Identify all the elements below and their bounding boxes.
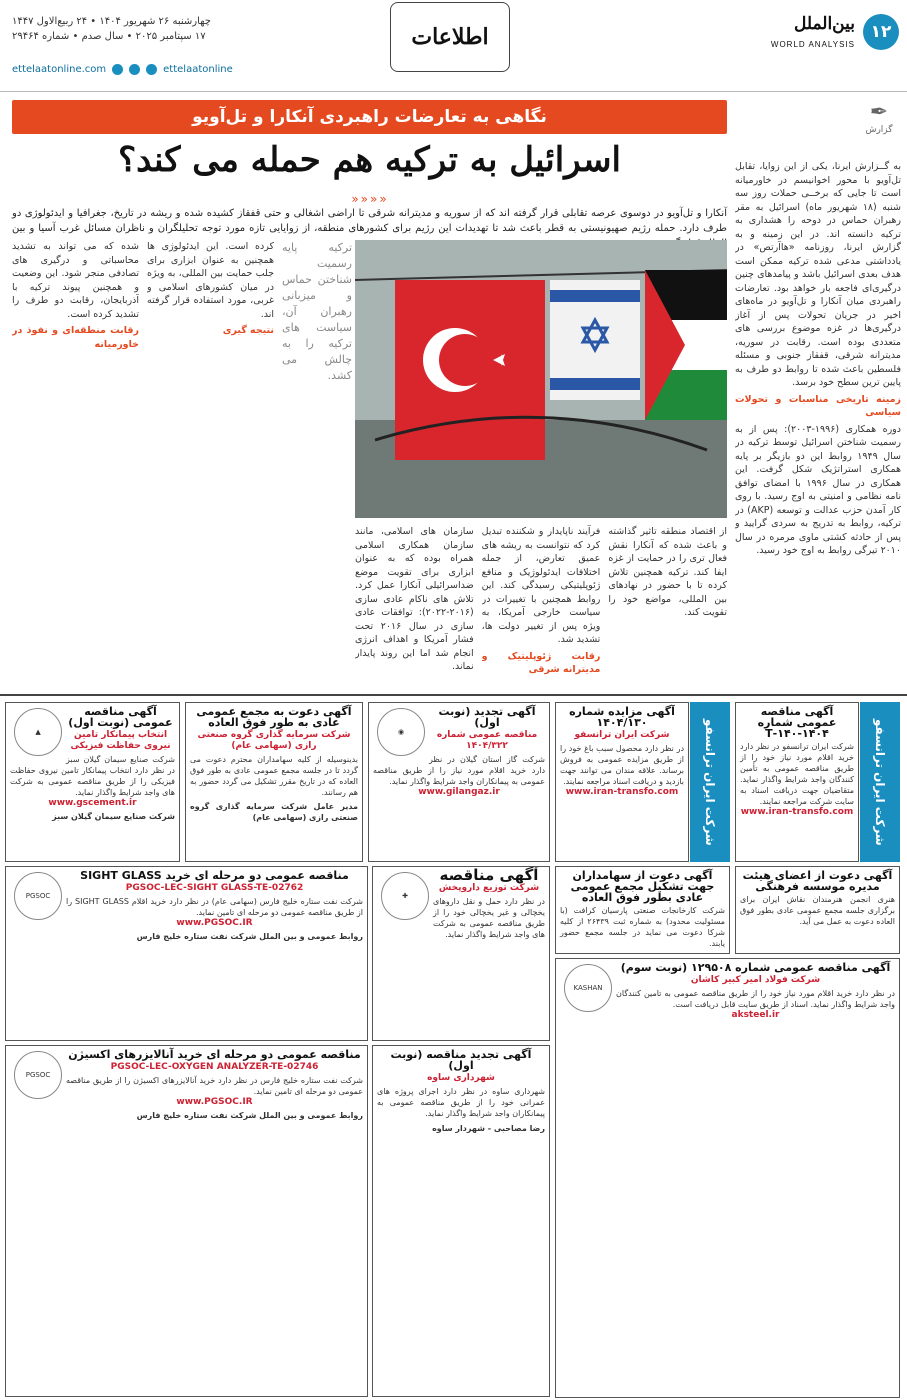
ad-site[interactable]: www.PGSOC.IR <box>176 1097 253 1107</box>
ad-site[interactable]: www.iran-transfo.com <box>740 807 854 817</box>
ad-body: در نظر دارد محصول سبب باغ خود را از طریق مزایده عمومی به فروش برساند. علاقه مندان می توانند جهت بازدید و دریافت اسناد مراجعه نمایند. <box>560 744 684 786</box>
ad-artists-assembly <box>735 866 900 954</box>
ad-saveh-tender <box>372 1045 550 1397</box>
article-columns-under-photo <box>355 525 727 690</box>
col4-paragraph: شده که می تواند به تشدید محاسباتی و درگیری های تصادفی منجر شود. این وضعیت و همچنین پیوند ترکیه با آذربایجان، رقابت دو طرف را تشدید کرده است. <box>12 241 139 320</box>
ad-body: شرکت صنایع سیمان گیلان سبز در نظر دارد انتخاب پیمانکار تامین نیروی حفاظت فیزیکی را از طریق مناقصه عمومی به شرکت های واجد شرایط واگذار نماید. <box>10 755 175 797</box>
pgsoc-logo-2: PGSOC <box>14 1051 62 1099</box>
article-photo <box>355 240 727 518</box>
cement-logo: ▲ <box>14 708 62 756</box>
ad-signature: رضا مصاحبی - شهردار ساوه <box>432 1124 545 1133</box>
ad-kashan-steel-tender <box>555 958 900 1398</box>
telegram-icon[interactable] <box>129 64 140 75</box>
article-kicker: نگاهی به تعارضات راهبردی آنکارا و تل‌آویو <box>12 100 727 134</box>
ad-body: شرکت کارخانجات صنعتی پارسیان کرافت (با مسئولیت محدود) به شماره ثبت ۲۶۴۳۹ از کلیه شرکا دعوت می نماید در جلسه مجمع حضور یابند. <box>560 906 725 948</box>
article-column-1: سازمان های اسلامی، مانند سازمان همکاری اسلامی همراه بوده که به عنوان ابزاری برای تقویت موضع ضداسرائیلی آنکارا عمل کرد. تلاش های ناکام عادی سازی (۲۰۱۶-۲۰۲۲): توافقات عادی سازی در سال ۲۰۱۶ تحت فشار آمریکا و اهداف انرژی انجام شد اما این روند پایدار نماند. <box>354 526 474 672</box>
ad-parsian-assembly <box>555 866 730 954</box>
col2-subhead: رقابت ژئوپلیتیک و مدیترانه شرقی <box>481 650 601 675</box>
ad-site[interactable]: www.iran-transfo.com <box>565 787 679 797</box>
kashan-steel-logo: KASHAN <box>564 964 612 1012</box>
pull-quote: ترکیه پایه رسمیت شناختن حماس و میزبانی رهبران آن، سیاست های ترکیه را به چالش می کشد. <box>282 241 352 382</box>
ad-subtitle: شرکت ایران ترانسفو <box>574 730 670 740</box>
ads-section <box>0 700 907 1400</box>
side-subhead: زمینه تاریخی مناسبات و تحولات سیاسی <box>735 393 901 418</box>
section-title: بین‌الملل <box>793 14 855 34</box>
ad-tender-iran-transfo <box>735 702 859 862</box>
ad-signature: مدیر عامل شرکت سرمایه گذاری گروه صنعتی رازی (سهامی عام) <box>190 802 358 822</box>
ad-title: آگهی دعوت از سهامداران جهت تشکیل مجمع عمومی عادی بطور فوق العاده <box>570 869 715 904</box>
article-lead: آنکارا و تل‌آویو در دوسوی عرصه تقابلی قرار گرفته اند که از سوریه و مدیترانه شرقی تا اراضی اشغالی و حتی قفقاز کشیده شده و ریشه در تاریخ، جغرافیا و ایدئولوژی دو طرف دارد. حمله رژیم صهیونیستی به قطر باعث شد تا تهدیدات این رژیم برای کشورهای منطقه، از زوایایی تازه مورد توجه تحلیلگران و ناظران مسائل غرب آسیا و بین <box>12 208 727 234</box>
ad-body: هنری انجمن هنرمندان نقاش ایران برای برگزاری جلسه مجمع عمومی عادی بطور فوق العاده دعوت به عمل می آید. <box>740 895 895 926</box>
page-header <box>0 0 907 92</box>
flags-photo <box>355 240 727 518</box>
article-headline: اسرائیل به ترکیه هم حمله می کند؟ <box>118 140 621 180</box>
col5-subhead: نتیجه گیری <box>222 325 274 336</box>
article-column-3: از اقتصاد منطقه تاثیر گذاشته و باعث شده که آنکارا نقش فعال تری را در حمایت از غزه ایفا کند. ترکیه همچنین تلاش کرده تا با حضور در نهادهای بین المللی، مواضع خود را تقویت کند. <box>608 526 727 618</box>
ad-title: آگهی تجدید مناقصه (نوبت اول) <box>390 1048 532 1072</box>
article-column-4 <box>12 240 139 690</box>
col5-paragraph: کرده است. این ایدئولوژی ها همچنین به عنوان ابزاری برای جلب حمایت بین المللی، به ویژه در میان کشورهای اسلامی و غربی، مورد استفاده قرار گرفته اند. <box>147 241 274 320</box>
article-column-5 <box>147 240 274 690</box>
ad-title: آگهی دعوت به مجمع عمومی عادی به طور فوق العاده <box>196 705 352 729</box>
ad-title: آگهی دعوت از اعضای هیئت مدیره موسسه فرهنگی <box>742 869 893 893</box>
ad-subtitle: شرکت فولاد امیر کبیر کاشان <box>690 975 821 985</box>
side-paragraph-2: دوره همکاری (۱۹۹۶-۲۰۰۳): پس از به رسمیت شناختن اسرائیل توسط ترکیه در سال ۱۹۴۹ روابط این دو بازیگر بر پایه همکاری استراتژیک شکل گرفت. این همکاری در سال ۱۹۹۶ با امضای توافق نامه نظامی و امنیتی به اوج رسید. با روی کار آمدن حزب عدالت و توسعه (AKP) در ترکیه، روابط به تدریج به سردی گرایید و پس از حادثه کشتی ماوی مرمره در سال ۲۰۱۰ تیرگی روابط به اوج خود رسید. <box>735 423 901 556</box>
ad-razi-assembly <box>185 702 363 862</box>
pgsoc-logo: PGSOC <box>14 872 62 920</box>
ad-auction-iran-transfo <box>555 702 689 862</box>
ad-subtitle: PGSOC-LEC-SIGHT GLASS-TE-02762 <box>125 883 304 893</box>
ad-cement-tender <box>5 702 180 862</box>
date-line-1: چهارشنبه ۲۶ شهریور ۱۴۰۴ • ۲۴ ربیع‌الاول ۱۴۴۷ <box>12 16 211 27</box>
ad-title: آگهی مناقصه عمومی شماره ۱۴۰۴-۱۴۰-T <box>757 705 837 740</box>
ad-body: شرکت ایران ترانسفو در نظر دارد خرید اقلام مورد نیاز خود را از طریق مناقصه عمومی به تأمین کنندگان واجد شرایط واگذار نماید. متقاضیان جهت دریافت اسناد به سایت شرکت مراجعه نمایند. <box>740 742 854 806</box>
twitter-icon[interactable] <box>146 64 157 75</box>
ad-pgsoc-sight-glass <box>5 866 368 1041</box>
ad-body: شرکت گاز استان گیلان در نظر دارد خرید اقلام مورد نیاز را از طریق مناقصه عمومی به پیمانکاران واجد شرایط واگذار نماید. <box>373 755 545 786</box>
ad-title: آگهی مناقصه <box>439 866 539 884</box>
date-line-2: ۱۷ سپتامبر ۲۰۲۵ • سال صدم • شماره ۲۹۴۶۴ <box>12 31 206 42</box>
col2-paragraph: فرآیند ناپایدار و شکننده تبدیل کرد که نتوانست به ریشه های عمیق تعارض، از جمله اختلافات ایدئولوژیک و منافع ژئوپلیتیکی رسیدگی کند. این روابط همچنین با تغییرات در سیاست خارجی آمریکا، به ویژه پس از تغییر دولت ها، تشدید شد. <box>481 526 601 645</box>
ad-site[interactable]: aksteel.ir <box>731 1010 780 1020</box>
ad-gas-tender <box>368 702 550 862</box>
ad-site[interactable]: www.PGSOC.IR <box>176 918 253 928</box>
section-subtitle: WORLD ANALYSIS <box>770 40 855 49</box>
ad-body: در نظر دارد خرید اقلام مورد نیاز خود را از طریق مناقصه عمومی به تامین کنندگان واجد شرایط واگذار نماید. اسناد از طریق سایت قابل دریافت است. <box>616 989 895 1009</box>
gas-company-logo: ◉ <box>377 708 425 756</box>
col4-subhead: رقابت منطقه‌ای و نفوذ در خاورمیانه <box>12 325 139 350</box>
ad-body: در نظر دارد حمل و نقل داروهای یخچالی و غیر یخچالی خود را از طریق مناقصه عمومی به شرکت های واجد شرایط واگذار نماید. <box>433 897 545 939</box>
ad-title: آگهی مناقصه عمومی شماره ۱۲۹۵۰۸ (نوبت سوم) <box>620 961 891 974</box>
ad-site[interactable]: www.gilangaz.ir <box>418 787 500 797</box>
ad-subtitle: شرکت توزیع داروپخش <box>438 883 540 893</box>
ad-body: شرکت نفت ستاره خلیج فارس در نظر دارد خرید آنالایزرهای اکسیژن را از طریق مناقصه عمومی دو مرحله ای تامین نماید. <box>66 1076 363 1096</box>
newspaper-logo: اطلاعات <box>390 2 510 72</box>
ad-subtitle: شهرداری ساوه <box>427 1073 495 1083</box>
ad-body: شرکت نفت ستاره خلیج فارس (سهامی عام) در نظر دارد خرید اقلام SIGHT GLASS را از طریق مناقصه عمومی دو مرحله ای تامین نماید. <box>66 897 363 917</box>
ad-body: بدینوسیله از کلیه سهامداران محترم دعوت می گردد تا در جلسه مجمع عمومی عادی به طور فوق العاده که در تاریخ مقرر تشکیل می گردد حضور به هم رسانند. <box>190 755 358 797</box>
ad-body: شهرداری ساوه در نظر دارد اجرای پروژه های عمرانی خود را از طریق مناقصه عمومی به پیمانکاران واجد شرایط واگذار نماید. <box>377 1087 545 1118</box>
ad-title: آگهی تجدید (نوبت اول) <box>438 705 536 729</box>
ad-signature: شرکت صنایع سیمان گیلان سبز <box>52 812 175 821</box>
dateline <box>12 14 211 44</box>
ad-subtitle: PGSOC-LEC-OXYGEN ANALYZER-TE-02746 <box>110 1062 319 1072</box>
page-number: ۱۲ <box>863 14 899 50</box>
social-handle[interactable]: ettelaatonline <box>163 64 233 75</box>
darupakhsh-logo: ✚ <box>381 872 429 920</box>
ad-band-iran-transfo: شرکت ایران ترانسفو <box>860 702 900 862</box>
side-paragraph: به گــزارش ایرنا، یکی از این زوایا، تقابل تل‌آویو با محور اخوانیسم در خاورمیانه است تا جایی که برخــی حملات روز سه شنبه (۱۸ شهریور ماه) اسرائیل به مقر رهبران حماس در دوحه را هشداری به ترکیه دانسته اند. در این زمینه و به گزارش ایرنا، روزنامه «هاآرتص» در یادداشتی مدعی شده ترکیه ممکن است هدف بعدی اسرائیل باشد و پیامدهای چنین درگیری‌ای فاجعه بار خواهد بود. تعارضات راهبردی میان آنکارا و تل‌آویو در ماه‌های اخیر در جریان تحولات پس از آغاز درگیری‌ها در غزه موضوع بررسی های متعددی بوده است. رقابت در سوریه، مدیترانه شرقی، قفقاز جنوبی و مسئله فلسطین باعث شده تا روابط دو طرف به پایین ترین سطح خود برسد. <box>735 161 901 388</box>
ad-title: آگهی مناقصه عمومی (نوبت اول) <box>68 705 173 729</box>
ad-darupakhsh-tender <box>372 866 550 1041</box>
article-columns-left <box>12 240 352 690</box>
ad-band-iran-transfo-2: شرکت ایران ترانسفو <box>690 702 730 862</box>
author-label: گزارش <box>865 125 893 135</box>
section-divider <box>0 694 907 696</box>
article-side-column <box>735 100 901 690</box>
ad-signature: روابط عمومی و بین الملل شرکت نفت ستاره خلیج فارس <box>136 932 363 941</box>
ad-signature: روابط عمومی و بین الملل شرکت نفت ستاره خلیج فارس <box>136 1111 363 1120</box>
chevron-divider-icon: «««« <box>351 192 389 206</box>
site-links[interactable] <box>12 64 233 75</box>
article-column-2 <box>482 525 601 690</box>
ad-title: آگهی مزایده شماره ۱۴۰۴/۱۳۰ <box>569 705 675 729</box>
ad-subtitle: شرکت سرمایه گذاری گروه صنعتی رازی (سهامی عام) <box>197 730 351 751</box>
ad-site[interactable]: www.gscement.ir <box>48 798 137 808</box>
site-url[interactable]: ettelaatonline.com <box>12 64 107 75</box>
ad-subtitle: مناقصه عمومی شماره ۱۴۰۴/۳۲۲ <box>436 730 538 751</box>
ad-title: مناقصه عمومی دو مرحله ای خرید آنالایزرهای اکسیژن <box>68 1048 361 1061</box>
ad-pgsoc-oxygen-analyzer <box>5 1045 368 1397</box>
ad-subtitle: انتخاب پیمانکار تامین نیروی حفاظت فیزیکی <box>70 730 171 751</box>
ad-title: مناقصه عمومی دو مرحله ای خرید SIGHT GLASS <box>80 869 349 882</box>
feather-icon: ✒ <box>869 100 889 125</box>
instagram-icon[interactable] <box>112 64 123 75</box>
